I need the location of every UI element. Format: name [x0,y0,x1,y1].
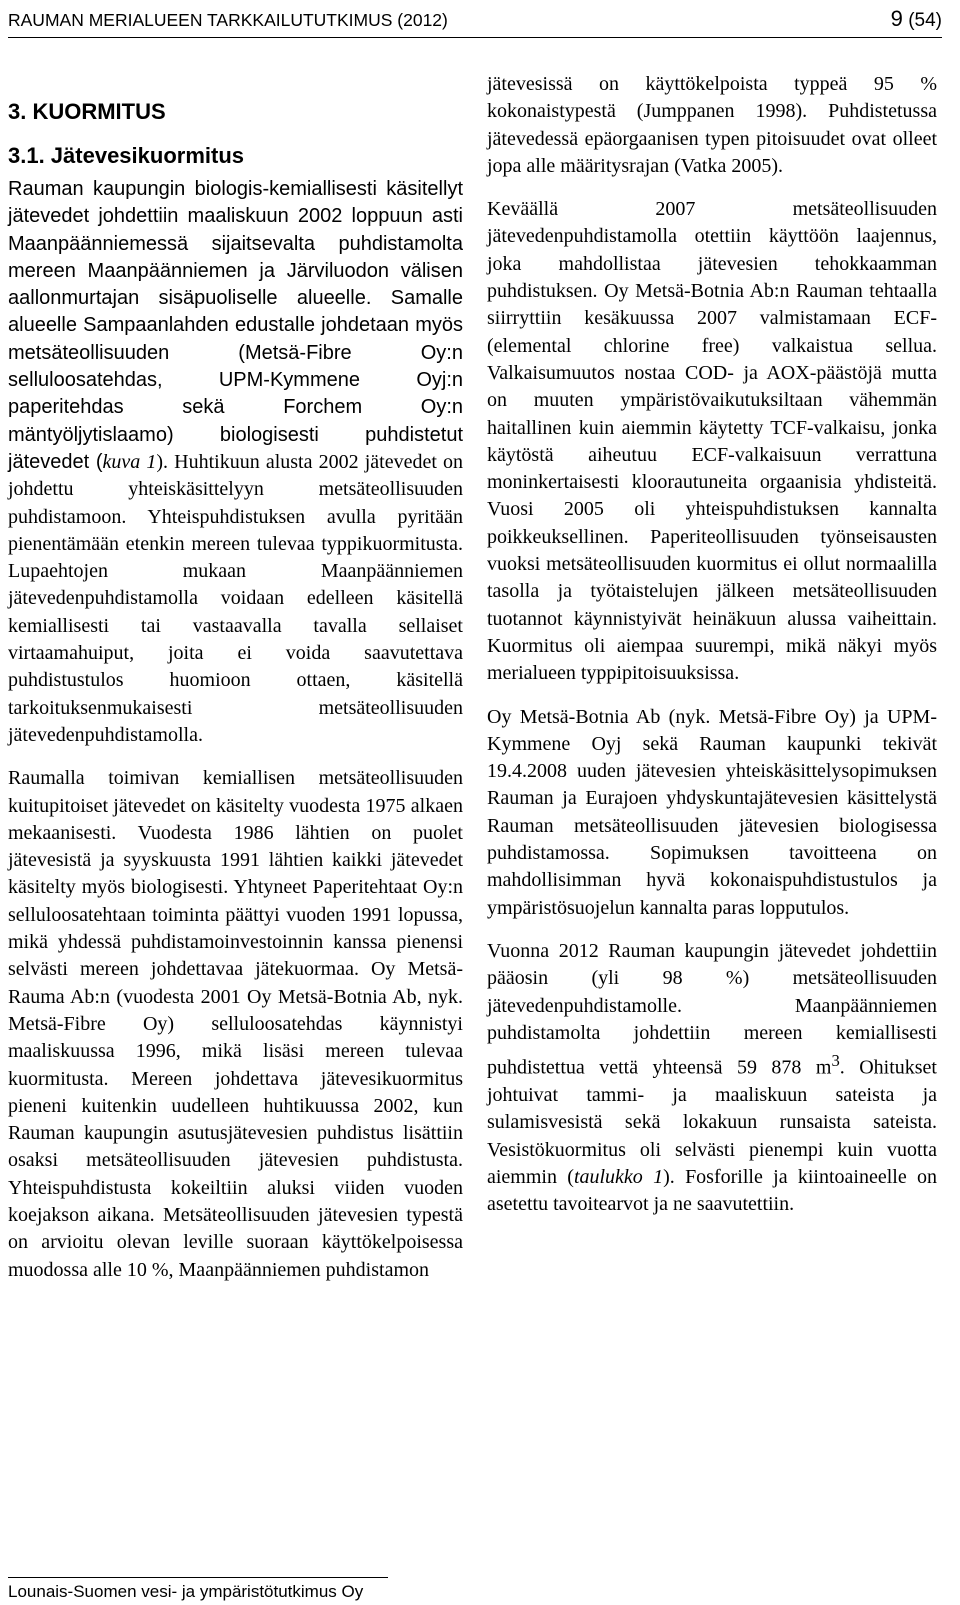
paragraph-sans-text: Rauman kaupungin biologis-kemiallisesti käsitellyt jätevedet johdettiin maaliskuun 2002 loppuun asti Maanpäänniemessä sijaitsevalta puhdistamolta mereen Maanpäänniemen ja Järviluodon välisen aallonmurtajan sisäpuoliselle alueelle. Samalle alueelle Sampaanlahden edustalle johdetaan myös metsäteollisuuden (Metsä-Fibre Oy:n selluloosatehdas, UPM-Kymmene Oyj:n paperitehdas sekä Forchem Oy:n mäntyöljytislaamo) biologisesti puhdistetut jätevedet ( [8,178,463,473]
left-column [8,70,463,1284]
paragraph-text: ). Fosforille ja kiintoaineelle on asetettu tavoitearvot ja ne saavutettiin. [487,1165,938,1216]
paragraph-text: ). Huhtikuun alusta 2002 jätevedet on johdettu yhteiskäsittelyyn metsäteollisuuden puhdistamoon. Yhteispuhdistuksen avulla pyritään pienentämään etenkin mereen tulevaa typpikuormitusta. Lupaehtojen mukaan Maanpäänniemen jätevedenpuhdistamolla voidaan edelleen käsitellä kemiallisesti tai vastaavalla tavalla sellaiset virtaamahuiput, joita ei voida saavutettava puhdistustulos huomioon ottaen, käsitellä tarkoituksenmukaisesti metsäteollisuuden jätevedenpuhdistamolla. [8,450,464,746]
right-column [487,71,937,1235]
paragraph [8,176,463,749]
table-reference: taulukko 1 [573,1165,664,1188]
paragraph: Raumalla toimivan kemiallisen metsäteollisuuden kuitupitoiset jätevedet on käsitelty vuodesta 1975 alkaen mekaanisesti. Vuodesta 1986 lähtien on puolet jätevesistä ja syyskuusta 1991 lähtien kaikki jätevedet käsitelty myös biologisesti. Yhtyneet Paperitehtaat Oy:n selluloosatehtaan toiminta päättyi vuoden 1991 lopussa, mikä yhdessä puhdistamoinvestoinnin kanssa pienensi selvästi mereen johdettavaa jätekuormaa. Oy Metsä-Rauma Ab:n (vuodesta 2001 Oy Metsä-Botnia Ab, nyk. Metsä-Fibre Oy) selluloosatehdas käynnistyi maaliskuussa 1996, mikä lisäsi mereen tulevaa kuormitusta. Mereen johdettava jätevesikuormitus pieneni kuitenkin uudelleen huhtikuussa 2002, kun Rauman kaupungin asutusjätevesien puhdistus lisättiin osaksi metsäteollisuuden jätevesien puhdistusta. Yhteispuhdistusta kokeiltiin aluksi viiden vuoden koejakson aikana. Metsäteollisuuden jätevesien typestä on arvioitu olevan leville suoraan käyttökelpoisessa muodossa alle 10 %, Maanpäänniemen puhdistamon [8,767,463,1281]
running-header [8,6,942,38]
paragraph: jätevesissä on käyttökelpoista typpeä 95 % kokonaistypestä (Jumppanen 1998). Puhdistetussa jätevedessä epäorgaanisen typen pitoisuudet ovat olleet jopa alle määritysrajan (Vatka 2005). [487,73,937,177]
page-footer: Lounais-Suomen vesi- ja ympäristötutkimus Oy [8,1577,388,1602]
paragraph-text: . Ohitukset johtuivat tammi- ja maaliskuun sateista ja sulamisvesistä sekä lokakuun runsaista sateista. Vesistökuormitus oli selvästi pienempi kuin vuotta aiemmin ( [487,1056,937,1188]
paragraph: Oy Metsä-Botnia Ab (nyk. Metsä-Fibre Oy) ja UPM-Kymmene Oyj sekä Rauman kaupunki tekivät 19.4.2008 uuden jätevesien yhteiskäsittelysopimuksen Rauman ja Eurajoen yhdyskuntajätevesien käsittelystä Rauman metsäteollisuuden jätevesien biologisessa puhdistamossa. Sopimuksen tavoitteena on mahdollisimman hyvä kokonaispuhdistustulos ja ympäristösuojelun kannalta paras lopputulos. [487,705,937,919]
paragraph-text: Vuonna 2012 Rauman kaupungin jätevedet johdettiin pääosin (yli 98 %) metsäteollisuuden jätevedenpuhdistamolle. Maanpäänniemen puhdistamolta johdettiin mereen kemiallisesti puhdistettua vettä yhteensä 59 878 m [487,939,937,1079]
page-number-current: 9 [890,6,903,31]
figure-reference: kuva 1 [102,450,157,473]
page-number-total: (54) [908,10,942,31]
section-heading: 3. KUORMITUS [8,99,166,124]
subsection-heading: 3.1. Jätevesikuormitus [8,143,245,168]
superscript: 3 [831,1051,840,1071]
paragraph [487,938,937,1219]
page-number [891,6,942,32]
paragraph: Keväällä 2007 metsäteollisuuden jätevedenpuhdistamolla otettiin käyttöön laajennus, joka mahdollistaa jätevesien tehokkaamman puhdistuksen. Oy Metsä-Botnia Ab:n Rauman tehtaalla siirryttiin kesäkuussa 2007 valmistamaan ECF-(elemental chlorine free) valkaistua sellua. Valkaisumuutos nostaa COD- ja AOX-päästöjä mutta on muuten ympäristövaikutuksiltaan vähemmän haitallinen kuin aiemmin käytetty TCF-valkaisu, jonka käytöstä aiheutuu ECF-valkaisuun verrattuna moninkertaisesti kloorautuneita orgaanisia yhdisteitä. Vuosi 2005 oli yhteispuhdistuksen kannalta poikkeuksellinen. Paperiteollisuuden työnseisausten vuoksi metsäteollisuuden kuormitus ei ollut normaalilla tasolla ja työtaistelujen jälkeen metsäteollisuuden tuotannot käynnistyivät heinäkuun alussa vaiheittain. Kuormitus oli aiempaa suurempi, mikä näkyi myös merialueen typpipitoisuuksissa. [487,198,937,685]
header-title: RAUMAN MERIALUEEN TARKKAILUTUTKIMUS (2012) [8,10,448,30]
